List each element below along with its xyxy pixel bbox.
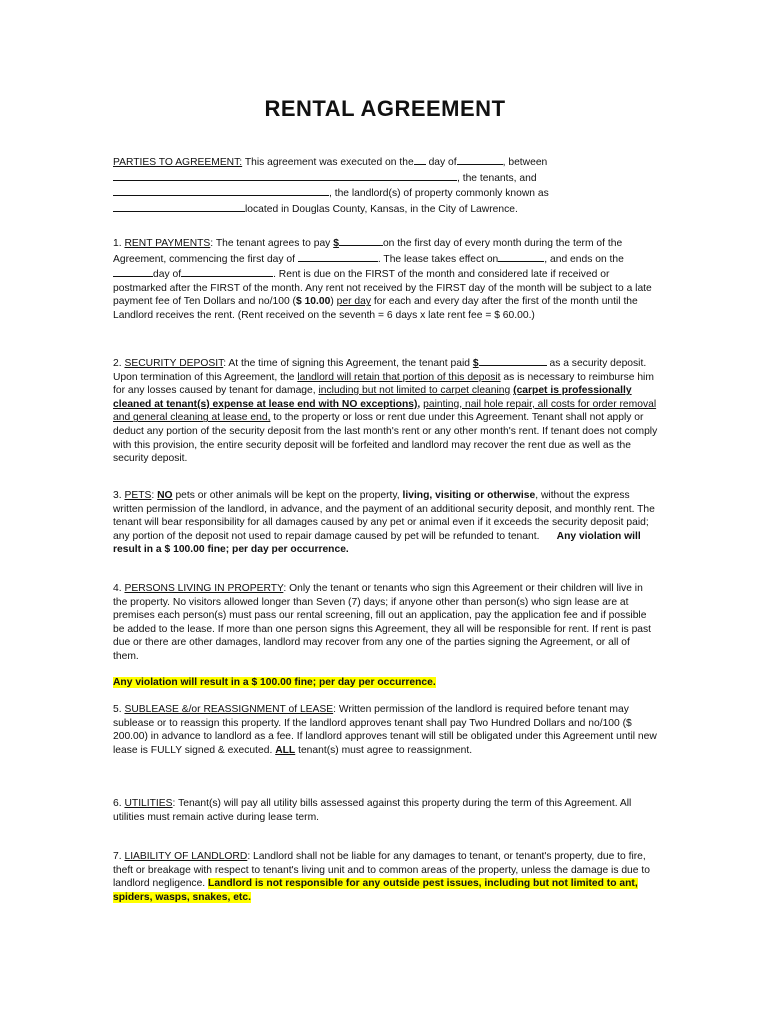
pets-heading: PETS	[124, 490, 152, 501]
rent-text-6: , and ends on the	[544, 253, 624, 265]
blank-deposit-amount[interactable]	[479, 355, 547, 366]
utilities-heading: UTILITIES	[124, 798, 173, 809]
rent-number: 1.	[113, 238, 122, 249]
sublease-text-2: : Written permission of the landlord is required before tenant may sublease or to reassign this property. If the landlord approves tenant shall pay Two Hundred Dollars and no/100 ($ 200.00) in advance to landlord as a fee. If landlord approves tenant will still be obligated under this Agreement until new lease is FULLY signed & executed.	[113, 704, 657, 756]
sublease-number: 5.	[113, 704, 122, 715]
deposit-text-5: landlord will retain that portion of this deposit	[297, 371, 501, 383]
rent-text-7: day of	[153, 269, 182, 281]
pets-section	[113, 489, 658, 557]
deposit-text-7: including but not limited to carpet cleaning	[318, 385, 511, 397]
rent-text-10: )	[330, 296, 334, 308]
rent-late-fee: $ 10.00	[295, 296, 331, 308]
persons-number: 4.	[113, 583, 122, 594]
rent-dollar: $	[333, 238, 339, 249]
liability-number: 7.	[113, 851, 122, 862]
persons-fine: Any violation will result in a $ 100.00 fine; per day per occurrence.	[113, 677, 436, 688]
pets-fine: Any violation will result in a $ 100.00 fine; per day per occurrence.	[113, 530, 641, 556]
persons-heading: PERSONS LIVING IN PROPERTY	[124, 583, 284, 594]
parties-text-5: , the landlord(s) of property commonly known as	[329, 188, 549, 200]
liability-text-2: : Landlord shall not be liable for any damages to tenant, or tenant's property, due to fire, theft or breakage with respect to tenant's living unit and to common areas of the property, unless the damage is due to landlord negligence.	[113, 851, 650, 890]
sublease-heading: SUBLEASE &/or REASSIGNMENT of LEASE	[124, 704, 334, 715]
parties-heading: PARTIES TO AGREEMENT:	[113, 157, 243, 168]
pets-text-2: :	[151, 490, 155, 501]
blank-commence[interactable]	[298, 251, 378, 262]
liability-pest-note: Landlord is not responsible for any outside pest issues, including but not limited to ant, spiders, wasps, snakes, etc.	[113, 878, 638, 903]
rent-text-8: . Rent is due on the FIRST of the month and considered late if received or postmarked after the FIRST of the month. Any rent not received by the FIRST day of the month will be subject to a late payment fee of Ten Dollars and no/100 (	[113, 269, 652, 308]
parties-text-4: , the tenants, and	[457, 172, 537, 184]
parties-section	[113, 154, 658, 216]
sublease-text-4: tenant(s) must agree to reassignment.	[298, 744, 473, 756]
blank-end-day[interactable]	[113, 266, 153, 277]
pets-no: NO	[157, 490, 173, 501]
pets-text-5: living, visiting or otherwise	[402, 490, 536, 501]
sublease-section	[113, 703, 658, 757]
utilities-text-2: : Tenant(s) will pay all utility bills assessed against this property during the term of this Agreement. All utilities must remain active during lease term.	[113, 798, 632, 823]
rent-text-12: for each and every day after the first of the month until the Landlord receives the rent. (Rent received on the seventh = 6 days x late rent fee = $ 60.00.)	[113, 296, 638, 321]
deposit-text-2: : At the time of signing this Agreement, the tenant paid	[223, 358, 470, 369]
pets-number: 3.	[113, 490, 122, 501]
rent-section	[113, 235, 658, 323]
liability-section	[113, 850, 658, 904]
rent-text-4: on the first day of every month during the term of the Agreement, commencing the first day of	[113, 238, 623, 265]
blank-effect[interactable]	[498, 251, 544, 262]
deposit-dollar: $	[472, 358, 479, 369]
persons-fine-line	[113, 676, 658, 690]
rent-text-2: : The tenant agrees to pay	[210, 238, 331, 249]
sublease-all: ALL	[275, 744, 296, 756]
liability-heading: LIABILITY OF LANDLORD	[124, 851, 248, 862]
parties-text-1: This agreement was executed on the	[244, 157, 414, 168]
utilities-section	[113, 797, 658, 824]
deposit-heading: SECURITY DEPOSIT	[124, 358, 224, 369]
pets-text-6: , without the express written permission of the landlord, in advance, and the payment of an additional security deposit, and monthly rent. The tenant will bear responsibility for all damages caused by any pet or animal even if it exceeds the security deposit paid; any portion of the deposit not used to repair damage caused by pet will be refunded to tenant.	[113, 490, 655, 542]
deposit-text-10: to the property or loss or rent due under this Agreement. Tenant shall not apply or deduct any portion of the security deposit from the last month's rent or any other month's rent. If tenant does not comply with this provision, the entire security deposit will be forfeited and landlord may recover the rent due as well as the security deposit.	[113, 412, 658, 465]
deposit-section	[113, 355, 658, 466]
deposit-carpet-note: (carpet is professionally cleaned at tenant(s) expense at lease end with NO exceptions),	[113, 385, 632, 410]
rent-per-day: per day	[336, 296, 372, 308]
blank-rent-amount[interactable]	[339, 235, 383, 246]
rent-heading: RENT PAYMENTS	[124, 238, 211, 249]
deposit-text-9: painting, nail hole repair, all costs for order removal and general cleaning at lease end,	[113, 398, 657, 424]
blank-month[interactable]	[457, 154, 503, 165]
utilities-number: 6.	[113, 798, 122, 809]
rent-text-5: . The lease takes effect on	[377, 253, 499, 265]
blank-day[interactable]	[414, 154, 426, 165]
blank-property[interactable]	[113, 201, 245, 212]
parties-text-3: , between	[502, 157, 548, 168]
deposit-number: 2.	[113, 358, 122, 369]
document-title: RENTAL AGREEMENT	[264, 96, 506, 121]
parties-text-2: day of	[428, 157, 457, 168]
persons-text-2: : Only the tenant or tenants who sign this Agreement or their children will live in the property. No visitors allowed longer than Seven (7) days; if anyone other than person(s) who sign lease are at premises each person(s) must pass our rental screening, fill out an application, pay the application fee and if possible be added to the lease. If more than one person signs this Agreement, they all will be responsible for rent. If rent is past due or there are other damages, landlord may recover from any one of the parties signing the Agreement, or all of them.	[113, 583, 652, 662]
deposit-text-6: as is necessary to reimburse him for any losses caused by tenant for damage,	[113, 371, 654, 397]
parties-text-6: located in Douglas County, Kansas, in the City of Lawrence.	[245, 203, 518, 215]
blank-landlord[interactable]	[113, 185, 329, 196]
deposit-text-4: as a security deposit. Upon termination of this Agreement, the	[113, 358, 647, 383]
persons-section	[113, 582, 658, 664]
blank-tenants[interactable]	[113, 170, 457, 181]
blank-end-month[interactable]	[181, 266, 273, 277]
pets-text-4: pets or other animals will be kept on the property,	[175, 490, 400, 501]
